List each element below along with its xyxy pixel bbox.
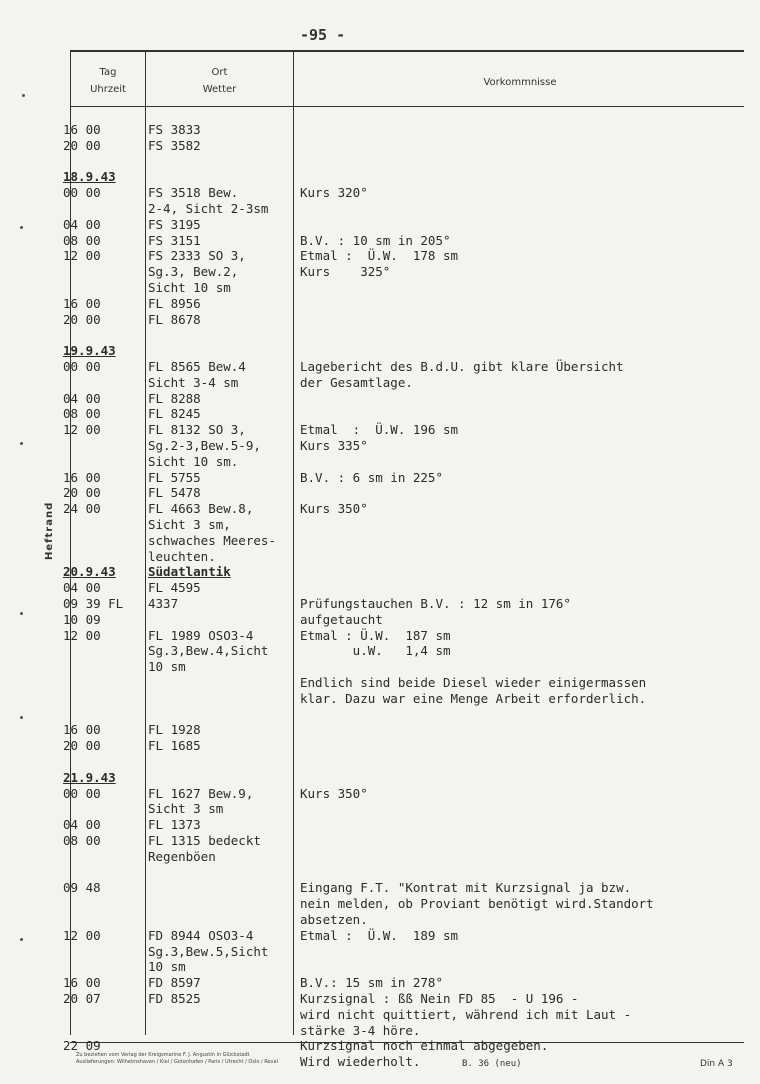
log-row: [0, 581, 760, 595]
time-cell: 12 00: [63, 927, 101, 943]
log-row: [0, 881, 760, 895]
event-cell: Kurzsignal : ßß Nein FD 85 - U 196 -: [300, 991, 579, 1006]
location-weather-cell: FS 3151: [148, 232, 201, 248]
log-row: [0, 376, 760, 390]
time-cell: 16 00: [63, 122, 101, 137]
log-row: [0, 392, 760, 406]
location-weather-cell: FL 8245: [148, 406, 201, 422]
log-row: [0, 265, 760, 279]
log-row: [0, 771, 760, 785]
time-cell: 00 00: [63, 785, 101, 801]
log-row: [0, 202, 760, 216]
log-row: [0, 676, 760, 690]
location-weather-cell: Sicht 3 sm,: [148, 517, 231, 532]
location-weather-cell: Sg.3,Bew.5,Sicht: [148, 943, 269, 959]
log-row: [0, 502, 760, 516]
log-row: [0, 866, 760, 880]
log-row: [0, 550, 760, 564]
log-row: [0, 471, 760, 485]
event-cell: klar. Dazu war eine Menge Arbeit erforderlich.: [300, 690, 647, 706]
time-cell: 08 00: [63, 232, 101, 248]
location-weather-cell: FS 3518 Bew.: [148, 185, 239, 201]
event-cell: Eingang F.T. "Kontrat mit Kurzsignal ja bzw.: [300, 880, 632, 896]
log-row: [0, 929, 760, 943]
location-weather-cell: FD 8525: [148, 991, 201, 1006]
location-weather-cell: FD 8597: [148, 975, 201, 991]
log-row: [0, 644, 760, 658]
log-row: [0, 281, 760, 295]
location-weather-cell: Sg.2-3,Bew.5-9,: [148, 438, 261, 453]
log-row: [0, 486, 760, 500]
log-row: [0, 945, 760, 959]
event-cell: Prüfungstauchen B.V. : 12 sm in 176°: [300, 596, 571, 611]
event-cell: Kurs 325°: [300, 264, 391, 280]
event-cell: Kurs 350°: [300, 501, 368, 517]
margin-label: Heftrand: [44, 501, 55, 560]
time-cell: 20 00: [63, 738, 101, 754]
log-row: [0, 439, 760, 453]
location-weather-cell: FL 1989 OSO3-4: [148, 627, 254, 643]
event-cell: B.V. : 10 sm in 205°: [300, 232, 451, 248]
log-row: [0, 597, 760, 611]
log-row: [0, 518, 760, 532]
log-row: [0, 834, 760, 848]
page-number: -95 -: [300, 26, 346, 44]
time-cell: 16 00: [63, 975, 101, 991]
time-cell: 08 00: [63, 833, 101, 848]
time-cell: 22 09: [63, 1038, 101, 1054]
time-cell: 04 00: [63, 580, 101, 596]
log-row: [0, 360, 760, 374]
header-uhrzeit: Uhrzeit: [90, 84, 126, 95]
location-weather-cell: FD 8944 OSO3-4: [148, 927, 254, 943]
time-cell: 09 39 FL: [63, 596, 124, 611]
log-row: [0, 139, 760, 153]
event-cell: Kurzsignal noch einmal abgegeben.: [300, 1038, 549, 1054]
time-cell: 20 00: [63, 137, 101, 153]
log-row: [0, 992, 760, 1006]
location-weather-cell: schwaches Meeres-: [148, 532, 276, 548]
log-row: [0, 660, 760, 674]
log-row: [0, 455, 760, 469]
location-weather-cell: FL 1928: [148, 722, 201, 738]
time-cell: 20.9.43: [63, 564, 116, 580]
log-row: [0, 344, 760, 358]
log-row: [0, 423, 760, 437]
event-cell: B.V.: 15 sm in 278°: [300, 975, 443, 991]
location-weather-cell: FL 8565 Bew.4: [148, 359, 246, 374]
event-cell: Kurs 335°: [300, 438, 368, 453]
location-weather-cell: Sg.3, Bew.2,: [148, 264, 239, 280]
event-cell: Etmal : Ü.W. 189 sm: [300, 927, 459, 943]
log-row: [0, 723, 760, 737]
log-row: [0, 802, 760, 816]
header-bottom-rule: [70, 106, 744, 107]
location-weather-cell: FL 8288: [148, 390, 201, 406]
time-cell: 19.9.43: [63, 343, 116, 359]
location-weather-cell: Sg.3,Bew.4,Sicht: [148, 643, 269, 659]
location-weather-cell: FS 3833: [148, 122, 201, 137]
event-cell: Lagebericht des B.d.U. gibt klare Übersicht: [300, 359, 624, 374]
location-weather-cell: 10 sm: [148, 659, 186, 675]
header-ort-wetter: [147, 64, 292, 98]
event-cell: Etmal : Ü.W. 187 sm: [300, 627, 451, 643]
event-cell: Kurs 350°: [300, 785, 368, 801]
log-row: [0, 708, 760, 722]
time-cell: 16 00: [63, 469, 101, 485]
event-cell: B.V. : 6 sm in 225°: [300, 469, 443, 485]
time-cell: 09 48: [63, 880, 101, 896]
time-cell: 12 00: [63, 248, 101, 264]
log-row: [0, 297, 760, 311]
log-row: [0, 629, 760, 643]
header-ort: Ort: [211, 67, 228, 78]
location-weather-cell: Sicht 3 sm: [148, 801, 224, 817]
time-cell: 00 00: [63, 185, 101, 201]
header-wetter: Wetter: [202, 84, 237, 95]
margin-dot: [22, 94, 25, 97]
location-weather-cell: Regenböen: [148, 848, 216, 864]
location-weather-cell: FL 4663 Bew.8,: [148, 501, 254, 517]
log-row: [0, 739, 760, 753]
log-row: [0, 186, 760, 200]
location-weather-cell: FS 3582: [148, 137, 201, 153]
location-weather-cell: FL 1373: [148, 817, 201, 833]
time-cell: 12 00: [63, 627, 101, 643]
log-row: [0, 897, 760, 911]
location-weather-cell: FL 5478: [148, 485, 201, 501]
event-cell: Etmal : Ü.W. 178 sm: [300, 248, 459, 264]
event-cell: Kurs 320°: [300, 185, 368, 201]
log-row: [0, 692, 760, 706]
log-row: [0, 976, 760, 990]
log-row: [0, 123, 760, 137]
log-row: [0, 534, 760, 548]
event-cell: u.W. 1,4 sm: [300, 643, 451, 659]
time-cell: 24 00: [63, 501, 101, 517]
log-row: [0, 613, 760, 627]
time-cell: 16 00: [63, 722, 101, 738]
event-cell: absetzen.: [300, 912, 368, 927]
location-weather-cell: FL 5755: [148, 469, 201, 485]
header-tag: Tag: [99, 67, 117, 78]
event-cell: wird nicht quittiert, während ich mit Laut -: [300, 1006, 632, 1022]
log-row: [0, 218, 760, 232]
location-weather-cell: FL 8132 SO 3,: [148, 422, 246, 438]
location-weather-cell: 4337: [148, 596, 179, 611]
log-row: [0, 850, 760, 864]
log-row: [0, 313, 760, 327]
location-weather-cell: FL 1315 bedeckt: [148, 833, 261, 848]
time-cell: 20 00: [63, 311, 101, 327]
event-cell: der Gesamtlage.: [300, 374, 413, 390]
location-weather-cell: FL 8678: [148, 311, 201, 327]
time-cell: 08 00: [63, 406, 101, 422]
location-weather-cell: FL 8956: [148, 295, 201, 311]
time-cell: 20 00: [63, 485, 101, 501]
log-row: [0, 787, 760, 801]
time-cell: 16 00: [63, 295, 101, 311]
log-row: [0, 755, 760, 769]
location-weather-cell: FL 4595: [148, 580, 201, 596]
log-row: [0, 170, 760, 184]
log-row: [0, 328, 760, 342]
header-tag-uhrzeit: [72, 64, 144, 98]
log-row: [0, 565, 760, 579]
time-cell: 12 00: [63, 422, 101, 438]
header-vorkommnisse: Vorkommnisse: [483, 77, 557, 88]
footer-publisher: [76, 1052, 396, 1066]
log-row: [0, 1008, 760, 1022]
time-cell: 20 07: [63, 991, 101, 1006]
log-row: [0, 155, 760, 169]
location-weather-cell: Sicht 10 sm: [148, 280, 231, 295]
location-weather-cell: Sicht 10 sm.: [148, 453, 239, 469]
time-cell: 18.9.43: [63, 169, 116, 185]
time-cell: 21.9.43: [63, 769, 116, 785]
location-weather-cell: FL 1627 Bew.9,: [148, 785, 254, 801]
footer-form-number: B. 36 (neu): [462, 1059, 522, 1069]
footer-line-2: Auslieferungen: Wilhelmshaven / Kiel / Gotenhafen / Paris / Utrecht / Oslo / Reval: [76, 1059, 278, 1065]
location-weather-cell: FS 3195: [148, 216, 201, 232]
event-cell: stärke 3-4 höre.: [300, 1022, 421, 1038]
location-weather-cell: Südatlantik: [148, 564, 231, 580]
location-weather-cell: Sicht 3-4 sm: [148, 374, 239, 390]
top-rule: [70, 50, 744, 52]
event-cell: Wird wiederholt.: [300, 1054, 421, 1070]
event-cell: Etmal : Ü.W. 196 sm: [300, 422, 459, 438]
footer-line-1: Zu beziehen vom Verlag der Kreigsmarine F. J. Angustin in Glückstadt: [76, 1052, 250, 1058]
log-row: [0, 249, 760, 263]
footer-paper-size: Din A 3: [700, 1059, 733, 1069]
log-row: [0, 234, 760, 248]
event-cell: Endlich sind beide Diesel wieder einigermassen: [300, 675, 647, 690]
log-row: [0, 913, 760, 927]
log-row: [0, 818, 760, 832]
event-cell: aufgetaucht: [300, 611, 383, 627]
time-cell: 04 00: [63, 390, 101, 406]
log-row: [0, 1024, 760, 1038]
log-row: [0, 407, 760, 421]
location-weather-cell: 10 sm: [148, 959, 186, 975]
time-cell: 10 09: [63, 611, 101, 627]
log-row: [0, 960, 760, 974]
event-cell: nein melden, ob Proviant benötigt wird.Standort: [300, 896, 654, 912]
time-cell: 04 00: [63, 817, 101, 833]
time-cell: 00 00: [63, 359, 101, 374]
location-weather-cell: 2-4, Sicht 2-3sm: [148, 201, 269, 216]
location-weather-cell: FL 1685: [148, 738, 201, 754]
location-weather-cell: leuchten.: [148, 548, 216, 564]
location-weather-cell: FS 2333 SO 3,: [148, 248, 246, 264]
time-cell: 04 00: [63, 216, 101, 232]
